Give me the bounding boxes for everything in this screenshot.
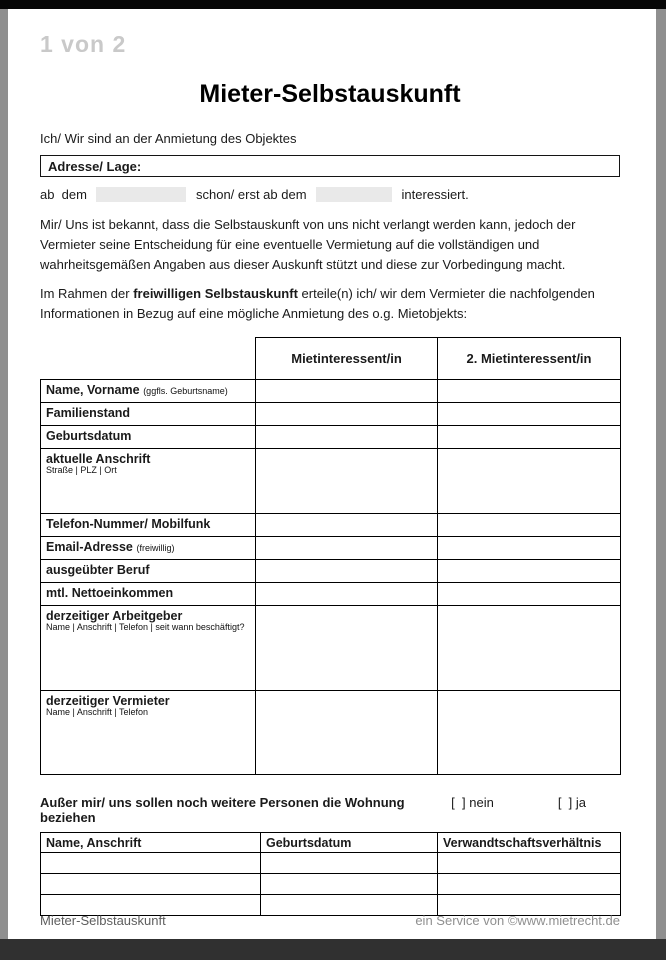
date-middle-label: schon/ erst ab dem	[195, 187, 307, 202]
page-title: Mieter-Selbstauskunft	[199, 80, 461, 108]
consent-text-bold: freiwilligen Selbstauskunft	[133, 286, 298, 301]
phone-applicant2-cell[interactable]	[438, 514, 621, 537]
viewer-top-bar	[0, 0, 666, 9]
profession-applicant2-cell[interactable]	[438, 560, 621, 583]
address-box	[40, 155, 620, 177]
phone-applicant1-cell[interactable]	[256, 514, 438, 537]
row-label-profession: ausgeübter Beruf	[41, 560, 256, 583]
income-applicant1-cell[interactable]	[256, 583, 438, 606]
address-input-area[interactable]	[141, 156, 619, 176]
corner-cell	[41, 338, 256, 380]
table-row-email	[41, 537, 621, 560]
landlord-applicant2-cell[interactable]	[438, 691, 621, 775]
additional-persons-question-row	[40, 795, 620, 825]
row-label-name: Name, Vorname (ggfls. Geburtsname)	[41, 380, 256, 403]
persons-row	[41, 874, 621, 895]
persons-col-relationship: Verwandtschaftsverhältnis	[438, 833, 621, 853]
additional-persons-table	[40, 832, 621, 916]
footer-document-name: Mieter-Selbstauskunft	[40, 913, 166, 928]
date-line	[40, 187, 620, 202]
date-suffix-label: interessiert.	[401, 187, 469, 202]
person-relationship-cell[interactable]	[438, 853, 621, 874]
page-number: 1 von 2	[40, 31, 127, 57]
email-applicant2-cell[interactable]	[438, 537, 621, 560]
disclosure-paragraph: Mir/ Uns ist bekannt, dass die Selbstauskunft von uns nicht verlangt werden kann, jedoch der Vermieter seine Entscheidung für eine eventuelle Vermietung auf die vollständigen und wahrheitsgemäßen Angaben aus dieser Auskunft stützt und diese zur Vorbedingung macht.	[40, 217, 576, 272]
address-applicant2-cell[interactable]	[438, 449, 621, 514]
person-relationship-cell[interactable]	[438, 874, 621, 895]
marital-applicant1-cell[interactable]	[256, 403, 438, 426]
checkbox-nein-option[interactable]: [ ] nein	[451, 795, 494, 810]
employer-applicant1-cell[interactable]	[256, 606, 438, 691]
row-label-net-income: mtl. Nettoeinkommen	[41, 583, 256, 606]
consent-text-pre: Im Rahmen der	[40, 286, 134, 301]
table-row-phone	[41, 514, 621, 537]
birthdate-applicant1-cell[interactable]	[256, 426, 438, 449]
income-applicant2-cell[interactable]	[438, 583, 621, 606]
row-label-email: Email-Adresse (freiwillig)	[41, 537, 256, 560]
persons-header-row	[41, 833, 621, 853]
table-row-employer	[41, 606, 621, 691]
page-footer	[40, 913, 620, 928]
applicant-info-table	[40, 337, 621, 775]
row-label-birthdate: Geburtsdatum	[41, 426, 256, 449]
consent-text-post: erteile(n) ich/ wir dem Vermieter die nachfolgenden Informationen in Bezug auf eine mögliche Anmietung des o.g. Mietobjekts:	[40, 286, 595, 321]
email-applicant1-cell[interactable]	[256, 537, 438, 560]
footer-service-credit: ein Service von ©www.mietrecht.de	[415, 913, 620, 928]
date-field-from[interactable]	[96, 187, 186, 202]
viewer-bottom-bar	[0, 939, 666, 960]
person-birthdate-cell[interactable]	[261, 874, 438, 895]
table-row-current-address	[41, 449, 621, 514]
person-name-cell[interactable]	[41, 853, 261, 874]
persons-col-name-address: Name, Anschrift	[41, 833, 261, 853]
person-name-cell[interactable]	[41, 874, 261, 895]
landlord-applicant1-cell[interactable]	[256, 691, 438, 775]
row-label-phone: Telefon-Nummer/ Mobilfunk	[41, 514, 256, 537]
birthdate-applicant2-cell[interactable]	[438, 426, 621, 449]
table-row-name	[41, 380, 621, 403]
name-applicant2-cell[interactable]	[438, 380, 621, 403]
table-row-marital-status	[41, 403, 621, 426]
row-label-employer: derzeitiger Arbeitgeber Name | Anschrift | Telefon | seit wann beschäftigt?	[41, 606, 256, 691]
table-header-row	[41, 338, 621, 380]
name-applicant1-cell[interactable]	[256, 380, 438, 403]
checkbox-ja-option[interactable]: [ ] ja	[557, 795, 586, 810]
persons-row	[41, 853, 621, 874]
employer-applicant2-cell[interactable]	[438, 606, 621, 691]
address-applicant1-cell[interactable]	[256, 449, 438, 514]
marital-applicant2-cell[interactable]	[438, 403, 621, 426]
persons-col-birthdate: Geburtsdatum	[261, 833, 438, 853]
col-header-applicant1: Mietinteressent/in	[256, 338, 438, 380]
document-page	[8, 9, 656, 939]
col-header-applicant2: 2. Mietinteressent/in	[438, 338, 621, 380]
profession-applicant1-cell[interactable]	[256, 560, 438, 583]
intro-line: Ich/ Wir sind an der Anmietung des Objektes	[40, 131, 297, 146]
person-birthdate-cell[interactable]	[261, 853, 438, 874]
table-row-net-income	[41, 583, 621, 606]
additional-persons-question: Außer mir/ uns sollen noch weitere Personen die Wohnung beziehen	[40, 795, 405, 825]
row-label-marital-status: Familienstand	[41, 403, 256, 426]
row-label-current-address: aktuelle Anschrift Straße | PLZ | Ort	[41, 449, 256, 514]
date-field-alt[interactable]	[316, 187, 392, 202]
address-label: Adresse/ Lage:	[48, 158, 142, 174]
table-row-birthdate	[41, 426, 621, 449]
row-label-current-landlord: derzeitiger Vermieter Name | Anschrift | Telefon	[41, 691, 256, 775]
table-row-current-landlord	[41, 691, 621, 775]
table-row-profession	[41, 560, 621, 583]
date-prefix-label: ab dem	[40, 187, 87, 202]
consent-paragraph	[40, 284, 620, 324]
